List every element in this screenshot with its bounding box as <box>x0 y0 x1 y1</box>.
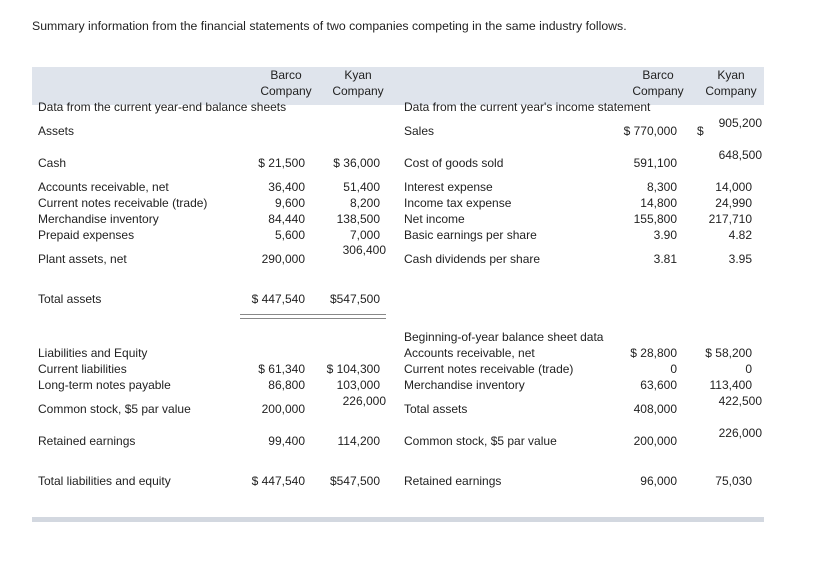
total-rule <box>240 318 386 319</box>
bs-row-barco: 9,600 <box>274 196 305 210</box>
is-row-barco: 155,800 <box>633 212 677 226</box>
is-row-label: Cash dividends per share <box>404 252 541 266</box>
is-row-barco: 8,300 <box>646 180 677 194</box>
is-row-label: Cost of goods sold <box>404 156 504 170</box>
liab-row-kyan: 114,200 <box>337 434 380 448</box>
liabilities-label: Liabilities and Equity <box>38 346 148 360</box>
bs-row-barco: 5,600 <box>274 228 305 242</box>
liab-row-kyan: $ 104,300 <box>326 362 380 376</box>
bs-row-label: Accounts receivable, net <box>38 180 169 194</box>
total-assets-label: Total assets <box>38 292 102 306</box>
bb-row-label: Retained earnings <box>404 474 502 488</box>
is-row-kyan: 24,990 <box>715 196 752 210</box>
bs-row-label: Prepaid expenses <box>38 228 135 242</box>
bs-row-kyan: 51,400 <box>343 180 380 194</box>
is-row-label: Interest expense <box>404 180 493 194</box>
barco-header-right-line2: Company <box>632 84 684 98</box>
is-row-kyan: 905,200 <box>718 116 762 130</box>
liab-row-barco: 99,400 <box>268 434 305 448</box>
bs-row-kyan: 138,500 <box>336 212 380 226</box>
barco-header-line1: Barco <box>270 68 302 82</box>
is-row-kyan-prefix: $ <box>697 124 704 138</box>
bs-row-kyan: 306,400 <box>342 243 386 257</box>
kyan-header-line2: Company <box>332 84 384 98</box>
bs-row-kyan: $ 36,000 <box>333 156 380 170</box>
total-liabilities-kyan: $547,500 <box>329 474 380 488</box>
is-row-kyan: 648,500 <box>718 148 762 162</box>
intro-text: Summary information from the financial statements of two companies competing in the same industry follows. <box>32 19 627 33</box>
barco-header-right-line1: Barco <box>642 68 674 82</box>
bb-row-barco: 63,600 <box>640 378 677 392</box>
liab-row-label: Common stock, $5 par value <box>38 402 191 416</box>
liab-row-label: Current liabilities <box>38 362 127 376</box>
total-assets-kyan: $547,500 <box>329 292 380 306</box>
is-row-barco: 14,800 <box>640 196 677 210</box>
bs-row-label: Current notes receivable (trade) <box>38 196 208 210</box>
bb-row-kyan: 0 <box>745 362 752 376</box>
liab-row-kyan: 103,000 <box>336 378 380 392</box>
kyan-header-right-line2: Company <box>705 84 757 98</box>
is-row-barco: 3.90 <box>653 228 677 242</box>
is-row-barco: $ 770,000 <box>623 124 677 138</box>
is-row-kyan: 3.95 <box>728 252 752 266</box>
bs-row-kyan: 8,200 <box>349 196 380 210</box>
total-liabilities-barco: $ 447,540 <box>251 474 305 488</box>
bb-row-barco: 0 <box>670 362 677 376</box>
balance-sheet-title: Data from the current year-end balance sheets <box>38 100 287 114</box>
is-row-barco: 591,100 <box>633 156 677 170</box>
liab-row-barco: 86,800 <box>268 378 305 392</box>
bb-row-kyan: 75,030 <box>715 474 752 488</box>
barco-header-line2: Company <box>260 84 312 98</box>
bs-row-barco: $ 21,500 <box>258 156 305 170</box>
bb-row-label: Total assets <box>404 402 468 416</box>
is-row-barco: 3.81 <box>653 252 677 266</box>
bs-row-barco: 36,400 <box>268 180 305 194</box>
liab-row-barco: $ 61,340 <box>258 362 305 376</box>
is-row-label: Sales <box>404 124 435 138</box>
table-bottom-border <box>32 517 764 522</box>
bb-row-kyan: 226,000 <box>718 426 762 440</box>
bs-row-label: Cash <box>38 156 67 170</box>
bs-row-label: Plant assets, net <box>38 252 127 266</box>
bs-row-kyan: 7,000 <box>349 228 380 242</box>
is-row-label: Income tax expense <box>404 196 512 210</box>
bb-row-label: Common stock, $5 par value <box>404 434 557 448</box>
total-liabilities-label: Total liabilities and equity <box>38 474 171 488</box>
bs-row-barco: 290,000 <box>261 252 305 266</box>
bb-row-kyan: 422,500 <box>718 394 762 408</box>
bb-row-barco: 408,000 <box>633 402 677 416</box>
is-row-label: Basic earnings per share <box>404 228 537 242</box>
bs-row-barco: 84,440 <box>268 212 305 226</box>
bb-row-label: Accounts receivable, net <box>404 346 535 360</box>
liab-row-label: Long-term notes payable <box>38 378 171 392</box>
total-assets-barco: $ 447,540 <box>251 292 305 306</box>
bb-row-barco: $ 28,800 <box>630 346 677 360</box>
kyan-header-line1: Kyan <box>344 68 372 82</box>
bb-row-kyan: $ 58,200 <box>705 346 752 360</box>
bb-row-barco: 96,000 <box>640 474 677 488</box>
kyan-header-right-line1: Kyan <box>717 68 745 82</box>
is-row-label: Net income <box>404 212 465 226</box>
bb-row-label: Current notes receivable (trade) <box>404 362 574 376</box>
bb-row-barco: 200,000 <box>633 434 677 448</box>
assets-label: Assets <box>38 124 75 138</box>
bb-row-kyan: 113,400 <box>709 378 752 392</box>
is-row-kyan: 4.82 <box>728 228 752 242</box>
beginning-title: Beginning-of-year balance sheet data <box>404 330 604 344</box>
liab-row-label: Retained earnings <box>38 434 136 448</box>
income-statement-title: Data from the current year's income statement <box>404 100 651 114</box>
bs-row-label: Merchandise inventory <box>38 212 159 226</box>
total-rule <box>240 314 386 315</box>
is-row-kyan: 217,710 <box>708 212 752 226</box>
bb-row-label: Merchandise inventory <box>404 378 525 392</box>
liab-row-kyan: 226,000 <box>342 394 386 408</box>
liab-row-barco: 200,000 <box>261 402 305 416</box>
is-row-kyan: 14,000 <box>715 180 752 194</box>
